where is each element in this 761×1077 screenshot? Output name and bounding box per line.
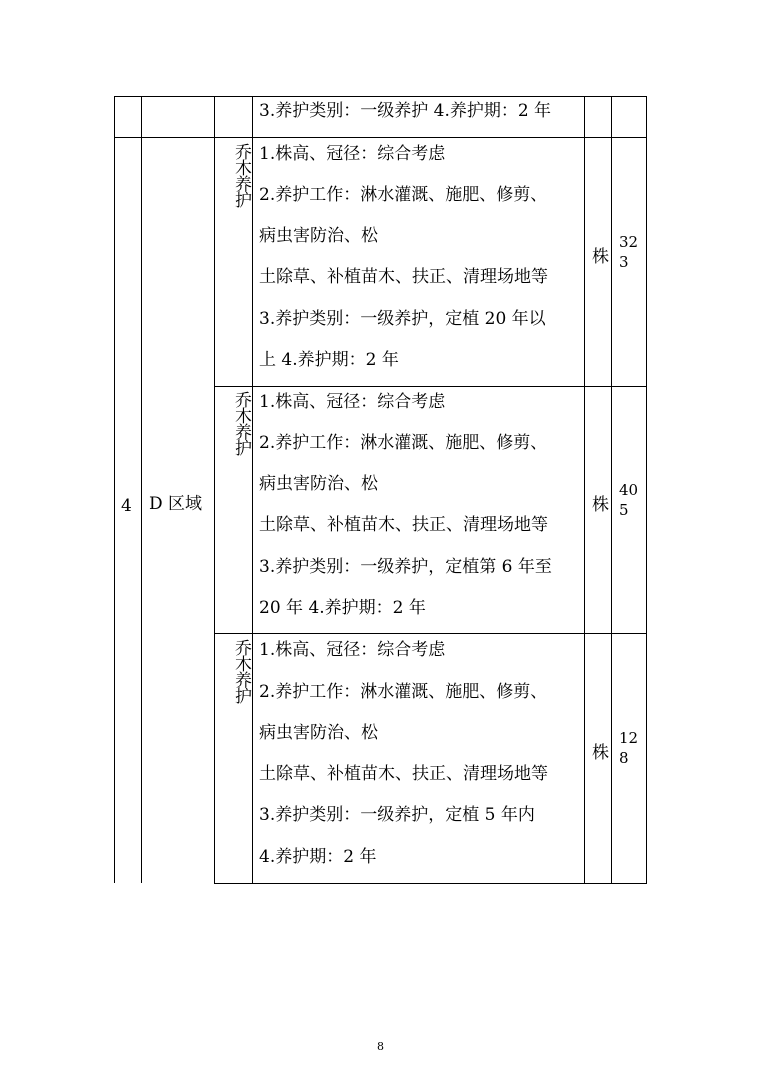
area-name: D 区域 xyxy=(149,494,203,514)
unit: 株 xyxy=(592,247,609,267)
col-border xyxy=(214,96,215,884)
description-line: 2.养护工作：淋水灌溉、施肥、修剪、 xyxy=(259,433,548,453)
category-label: 乔 木 养 护 xyxy=(235,639,252,707)
description-line: 4.养护期：2 年 xyxy=(259,847,377,867)
description-line: 病虫害防治、松 xyxy=(259,474,378,494)
description-line: 3.养护类别：一级养护，定植第 6 年至 xyxy=(259,557,552,577)
item-index: 4 xyxy=(121,496,132,516)
col-border xyxy=(252,96,253,884)
table-bottom-border xyxy=(214,883,647,884)
description-line: 1.株高、冠径：综合考虑 xyxy=(259,144,446,164)
page-number: 8 xyxy=(377,1040,384,1053)
col-border-right xyxy=(646,96,647,884)
row-divider xyxy=(214,633,647,634)
quantity: 323 xyxy=(619,233,639,271)
description-line: 土除草、补植苗木、扶正、清理场地等 xyxy=(259,267,548,287)
description-line: 20 年 4.养护期：2 年 xyxy=(259,598,426,618)
quantity: 405 xyxy=(619,481,639,519)
description-line: 土除草、补植苗木、扶正、清理场地等 xyxy=(259,764,548,784)
col-border xyxy=(141,96,142,883)
description-line: 上 4.养护期：2 年 xyxy=(259,350,399,370)
description-line: 病虫害防治、松 xyxy=(259,723,378,743)
description-line: 3.养护类别：一级养护，定植 5 年内 xyxy=(259,805,535,825)
row-divider xyxy=(114,137,647,138)
description-line: 2.养护工作：淋水灌溉、施肥、修剪、 xyxy=(259,185,548,205)
description-line: 2.养护工作：淋水灌溉、施肥、修剪、 xyxy=(259,682,548,702)
col-border xyxy=(584,96,585,884)
quantity: 128 xyxy=(619,729,639,767)
description-line: 1.株高、冠径：综合考虑 xyxy=(259,640,446,660)
table-top-border xyxy=(114,96,647,97)
description-line: 病虫害防治、松 xyxy=(259,226,378,246)
description-line: 3.养护类别：一级养护，定植 20 年以 xyxy=(259,309,546,329)
category-label: 乔 木 养 护 xyxy=(235,391,252,459)
col-border-left xyxy=(114,96,115,883)
row-divider xyxy=(214,386,647,387)
top-row-description: 3.养护类别：一级养护 4.养护期：2 年 xyxy=(259,101,552,121)
category-label: 乔 木 养 护 xyxy=(235,143,252,211)
description-line: 土除草、补植苗木、扶正、清理场地等 xyxy=(259,515,548,535)
unit: 株 xyxy=(592,495,609,515)
description-line: 1.株高、冠径：综合考虑 xyxy=(259,392,446,412)
unit: 株 xyxy=(592,743,609,763)
col-border xyxy=(611,96,612,884)
